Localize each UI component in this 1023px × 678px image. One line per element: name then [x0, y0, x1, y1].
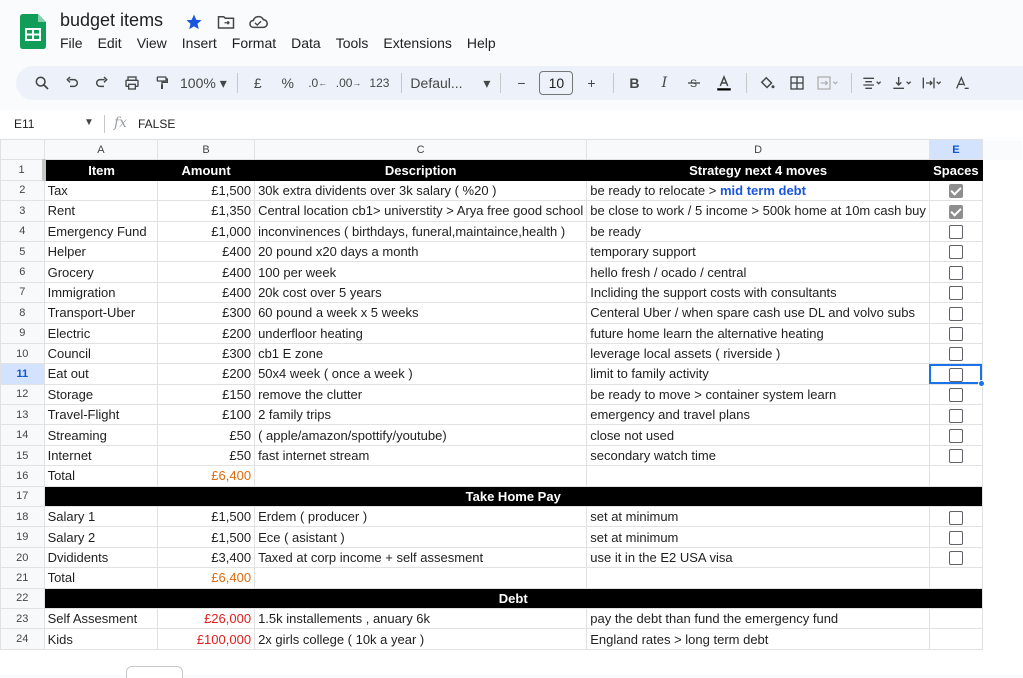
bold-button[interactable]: B [629, 75, 640, 91]
cell-description[interactable]: Erdem ( producer ) [255, 507, 587, 527]
horizontal-align-icon[interactable] [860, 70, 884, 96]
cell-amount[interactable]: £100,000 [158, 629, 255, 649]
cell-amount[interactable]: £200 [158, 364, 255, 384]
column-header-b[interactable]: B [158, 140, 255, 160]
cell-spaces[interactable] [929, 466, 982, 486]
cell-spaces[interactable] [929, 262, 982, 282]
row-header[interactable]: 21 [1, 568, 45, 588]
cell-strategy[interactable]: set at minimum [587, 527, 930, 547]
cell-amount[interactable]: £1,350 [158, 201, 255, 221]
sheet-tab-edge[interactable] [126, 666, 183, 678]
empty-cell [982, 588, 1022, 608]
row-header[interactable]: 7 [1, 282, 45, 302]
cell-spaces[interactable] [929, 201, 982, 221]
empty-cell [982, 527, 1022, 547]
toolbar-divider [500, 73, 501, 93]
total-label[interactable]: Total [44, 466, 158, 486]
header-strategy[interactable]: Strategy next 4 moves [587, 160, 930, 180]
increase-decimal-button[interactable]: .00 → [335, 76, 362, 90]
cell-amount[interactable]: £3,400 [158, 547, 255, 567]
formula-divider [104, 115, 105, 133]
empty-cell [982, 262, 1022, 282]
cell-item[interactable]: Travel-Flight [44, 405, 158, 425]
increase-font-size-button[interactable]: + [587, 75, 596, 91]
redo-icon[interactable] [90, 70, 114, 96]
cell-description[interactable]: 60 pound a week x 5 weeks [255, 303, 587, 323]
move-folder-icon[interactable] [215, 12, 237, 32]
total-row [1, 466, 1023, 486]
cell-description[interactable]: remove the clutter [255, 384, 587, 404]
font-family-select[interactable] [410, 70, 490, 96]
cell-amount[interactable]: £50 [158, 425, 255, 445]
empty-cell [982, 507, 1022, 527]
cell-description[interactable]: 30k extra dividents over 3k salary ( %20 ) [255, 180, 587, 200]
cell-item[interactable]: Kids [44, 629, 158, 649]
cell-spaces[interactable] [929, 323, 982, 343]
cell-amount[interactable]: £100 [158, 405, 255, 425]
cell-spaces[interactable] [929, 507, 982, 527]
spreadsheet-table [0, 139, 1023, 650]
cell-description[interactable]: 2 family trips [255, 405, 587, 425]
checkbox[interactable] [949, 511, 963, 525]
empty-cell [982, 241, 1022, 261]
table-row [1, 507, 1023, 527]
cell-description[interactable]: underfloor heating [255, 323, 587, 343]
toolbar-divider [401, 73, 402, 93]
empty-cell [982, 201, 1022, 221]
section-title[interactable]: Debt [44, 588, 982, 608]
row-header[interactable]: 17 [1, 486, 45, 506]
row-header[interactable]: 19 [1, 527, 45, 547]
svg-text:S: S [690, 78, 698, 90]
row-header[interactable]: 8 [1, 303, 45, 323]
table-row [1, 241, 1023, 261]
empty-cell [982, 405, 1022, 425]
cell-description[interactable]: Taxed at corp income + self assesment [255, 547, 587, 567]
cell-strategy[interactable] [587, 466, 930, 486]
select-all-corner[interactable] [1, 140, 45, 160]
total-row [1, 568, 1023, 588]
empty-cell [982, 445, 1022, 465]
cloud-status-icon[interactable] [247, 12, 269, 32]
cell-strategy[interactable]: secondary watch time [587, 445, 930, 465]
cell-description[interactable]: ( apple/amazon/spottify/youtube) [255, 425, 587, 445]
row-header[interactable]: 18 [1, 507, 45, 527]
cell-item[interactable]: Immigration [44, 282, 158, 302]
cell-spaces[interactable] [929, 425, 982, 445]
header-spaces[interactable]: Spaces [929, 160, 982, 180]
decrease-decimal-label: .0 [308, 76, 319, 90]
cell-description[interactable]: 20k cost over 5 years [255, 282, 587, 302]
vertical-align-icon[interactable] [890, 70, 914, 96]
row-header[interactable]: 3 [1, 201, 45, 221]
cell-description[interactable] [255, 466, 587, 486]
cell-strategy[interactable]: set at minimum [587, 507, 930, 527]
header-item[interactable]: Item [44, 160, 158, 180]
cell-item[interactable]: Storage [44, 384, 158, 404]
table-row [1, 608, 1023, 628]
sheet-grid [0, 139, 1023, 675]
cell-strategy[interactable]: England rates > long term debt [587, 629, 930, 649]
sheets-logo-icon[interactable] [20, 14, 46, 49]
cell-spaces[interactable] [929, 629, 982, 649]
checkbox[interactable] [949, 184, 963, 198]
cell-item[interactable]: Streaming [44, 425, 158, 445]
merge-cells-icon[interactable] [815, 70, 841, 96]
cell-strategy[interactable] [587, 180, 930, 200]
cell-description[interactable]: 1.5k installements , anuary 6k [255, 608, 587, 628]
cell-spaces[interactable] [929, 180, 982, 200]
cell-item[interactable]: Salary 2 [44, 527, 158, 547]
menu-edit[interactable]: Edit [97, 35, 122, 51]
zoom-select[interactable] [180, 70, 227, 96]
row-header[interactable]: 11 [1, 364, 45, 384]
cell-strategy[interactable] [587, 568, 930, 588]
empty-cell [982, 303, 1022, 323]
italic-button[interactable]: I [661, 75, 668, 91]
undo-icon[interactable] [60, 70, 84, 96]
cell-spaces[interactable] [929, 364, 982, 384]
checkbox[interactable] [949, 551, 963, 565]
row-header[interactable]: 14 [1, 425, 45, 445]
toolbar-divider [851, 73, 852, 93]
text-color-icon[interactable] [712, 70, 736, 96]
header-amount[interactable]: Amount [158, 160, 255, 180]
row-header[interactable]: 20 [1, 547, 45, 567]
cell-strategy[interactable]: Centeral Uber / when spare cash use DL and volvo subs [587, 303, 930, 323]
cell-strategy[interactable]: limit to family activity [587, 364, 930, 384]
table-row [1, 527, 1023, 547]
row-header[interactable]: 23 [1, 608, 45, 628]
cell-item[interactable]: Grocery [44, 262, 158, 282]
checkbox[interactable] [949, 347, 963, 361]
chevron-down-icon[interactable]: ▼ [84, 117, 94, 128]
empty-cell [982, 343, 1022, 363]
row-header[interactable]: 22 [1, 588, 45, 608]
cell-amount[interactable]: £150 [158, 384, 255, 404]
total-amount[interactable]: £6,400 [158, 568, 255, 588]
empty-cell [982, 568, 1022, 588]
cell-strategy[interactable]: future home learn the alternative heating [587, 323, 930, 343]
zoom-value: 100% [180, 75, 216, 91]
checkbox[interactable] [949, 368, 963, 382]
cell-amount[interactable]: £400 [158, 282, 255, 302]
cell-strategy[interactable]: leverage local assets ( riverside ) [587, 343, 930, 363]
title-bar [0, 0, 1023, 62]
cell-strategy[interactable]: use it in the E2 USA visa [587, 547, 930, 567]
cell-item[interactable]: Emergency Fund [44, 221, 158, 241]
function-icon: fx [114, 115, 128, 131]
cell-item[interactable]: Eat out [44, 364, 158, 384]
search-menus-icon[interactable] [30, 70, 54, 96]
cell-amount[interactable]: £1,500 [158, 180, 255, 200]
column-header-a[interactable]: A [44, 140, 158, 160]
formula-input[interactable]: FALSE [138, 117, 176, 131]
cell-description[interactable]: 100 per week [255, 262, 587, 282]
row-header[interactable]: 4 [1, 221, 45, 241]
decrease-decimal-button[interactable]: .0 ← [308, 76, 328, 90]
table-row [1, 445, 1023, 465]
decrease-font-size-button[interactable]: − [517, 75, 526, 91]
checkbox[interactable] [949, 245, 963, 259]
row-header[interactable]: 24 [1, 629, 45, 649]
table-row [1, 364, 1023, 384]
cell-spaces[interactable] [929, 221, 982, 241]
empty-cell [982, 282, 1022, 302]
checkbox[interactable] [949, 307, 963, 321]
toolbar-divider [613, 73, 614, 93]
table-row [1, 221, 1023, 241]
row-header[interactable]: 2 [1, 180, 45, 200]
checkbox[interactable] [949, 266, 963, 280]
cell-spaces[interactable] [929, 527, 982, 547]
cell-description[interactable]: 2x girls college ( 10k a year ) [255, 629, 587, 649]
empty-cell [982, 384, 1022, 404]
table-row [1, 262, 1023, 282]
row-header[interactable]: 15 [1, 445, 45, 465]
menu-data[interactable]: Data [291, 35, 321, 51]
cell-spaces[interactable] [929, 547, 982, 567]
cell-spaces[interactable] [929, 445, 982, 465]
total-amount[interactable]: £6,400 [158, 466, 255, 486]
table-row [1, 629, 1023, 649]
cell-item[interactable]: Transport-Uber [44, 303, 158, 323]
font-family-value: Defaul... [410, 75, 463, 91]
cell-spaces[interactable] [929, 405, 982, 425]
print-icon[interactable] [120, 70, 144, 96]
strikethrough-icon[interactable] [682, 70, 706, 96]
checkbox[interactable] [949, 205, 963, 219]
table-row [1, 201, 1023, 221]
empty-cell [982, 629, 1022, 649]
cell-strategy[interactable]: pay the debt than fund the emergency fund [587, 608, 930, 628]
cell-description[interactable]: 50x4 week ( once a week ) [255, 364, 587, 384]
cell-description[interactable]: Ece ( asistant ) [255, 527, 587, 547]
table-row [1, 547, 1023, 567]
menu-bar [60, 35, 511, 51]
row-header[interactable]: 9 [1, 323, 45, 343]
cell-item[interactable]: Self Assesment [44, 608, 158, 628]
cell-amount[interactable]: £200 [158, 323, 255, 343]
toolbar [16, 66, 1023, 100]
increase-decimal-label: .00 [335, 76, 353, 90]
cell-spaces[interactable] [929, 282, 982, 302]
cell-item[interactable]: Tax [44, 180, 158, 200]
cell-spaces[interactable] [929, 608, 982, 628]
cell-amount[interactable]: £1,500 [158, 527, 255, 547]
menu-file[interactable]: File [60, 35, 83, 51]
column-header-d[interactable]: D [587, 140, 930, 160]
fill-color-icon[interactable] [755, 70, 779, 96]
empty-cell [982, 486, 1022, 506]
empty-cell [982, 160, 1022, 180]
cell-description[interactable] [255, 568, 587, 588]
row-header[interactable]: 5 [1, 241, 45, 261]
row-header[interactable]: 10 [1, 343, 45, 363]
table-row [1, 303, 1023, 323]
chevron-down-icon: ▾ [219, 74, 227, 91]
empty-cell [982, 364, 1022, 384]
cell-spaces[interactable] [929, 343, 982, 363]
table-row [1, 384, 1023, 404]
empty-cell [982, 221, 1022, 241]
cell-item[interactable]: Rent [44, 201, 158, 221]
cell-amount[interactable]: £26,000 [158, 608, 255, 628]
cell-item[interactable]: Salary 1 [44, 507, 158, 527]
document-title[interactable]: budget items [60, 10, 164, 30]
checkbox[interactable] [949, 225, 963, 239]
cell-description[interactable]: Central location cb1> universtity > Arya free good school [255, 201, 587, 221]
table-row [1, 180, 1023, 200]
cell-amount[interactable]: £50 [158, 445, 255, 465]
checkbox[interactable] [949, 409, 963, 423]
cell-item[interactable]: Internet [44, 445, 158, 465]
cell-spaces[interactable] [929, 384, 982, 404]
cell-strategy[interactable]: temporary support [587, 241, 930, 261]
cell-strategy[interactable]: be close to work / 5 income > 500k home at 10m cash buy [587, 201, 930, 221]
empty-cell [982, 547, 1022, 567]
strategy-text: be ready to relocate > [590, 182, 720, 198]
font-size-input[interactable]: 10 [539, 71, 573, 95]
checkbox[interactable] [949, 388, 963, 402]
menu-tools[interactable]: Tools [335, 35, 369, 51]
menu-insert[interactable]: Insert [181, 35, 217, 51]
menu-view[interactable]: View [136, 35, 167, 51]
column-header-c[interactable]: C [255, 140, 587, 160]
checkbox[interactable] [949, 429, 963, 443]
empty-cell [982, 425, 1022, 445]
empty-cell [982, 608, 1022, 628]
cell-strategy[interactable]: close not used [587, 425, 930, 445]
table-row [1, 405, 1023, 425]
row-header[interactable]: 12 [1, 384, 45, 404]
row-header[interactable]: 16 [1, 466, 45, 486]
menu-format[interactable]: Format [231, 35, 277, 51]
cell-strategy[interactable]: be ready [587, 221, 930, 241]
cell-description[interactable]: cb1 E zone [255, 343, 587, 363]
checkbox[interactable] [949, 327, 963, 341]
cell-description[interactable]: 20 pound x20 days a month [255, 241, 587, 261]
name-box[interactable]: E11 [14, 117, 35, 131]
cell-amount[interactable]: £1,000 [158, 221, 255, 241]
cell-description[interactable]: inconvinences ( birthdays, funeral,maintaince,health ) [255, 221, 587, 241]
cell-strategy[interactable]: hello fresh / ocado / central [587, 262, 930, 282]
header-description[interactable]: Description [255, 160, 587, 180]
cell-spaces[interactable] [929, 568, 982, 588]
format-currency-button[interactable]: £ [253, 75, 262, 91]
section-row [1, 588, 1023, 608]
table-row [1, 323, 1023, 343]
section-title[interactable]: Take Home Pay [44, 486, 982, 506]
cell-item[interactable]: Council [44, 343, 158, 363]
paint-format-icon[interactable] [150, 70, 174, 96]
cell-item[interactable]: Electric [44, 323, 158, 343]
cell-amount[interactable]: £400 [158, 262, 255, 282]
format-percent-button[interactable]: % [281, 75, 294, 91]
text-rotation-icon[interactable] [950, 70, 974, 96]
toolbar-divider [237, 73, 238, 93]
cell-strategy[interactable]: be ready to move > container system learn [587, 384, 930, 404]
empty-cell [982, 323, 1022, 343]
row-header[interactable]: 1 [1, 160, 45, 180]
checkbox[interactable] [949, 449, 963, 463]
cell-item[interactable]: Dvididents [44, 547, 158, 567]
empty-cell [982, 466, 1022, 486]
cell-amount[interactable]: £300 [158, 343, 255, 363]
cell-amount[interactable]: £400 [158, 241, 255, 261]
row-header[interactable]: 13 [1, 405, 45, 425]
formula-bar [0, 110, 1023, 138]
star-icon[interactable] [183, 12, 205, 32]
more-formats-button[interactable]: 123 [369, 76, 390, 90]
text-wrapping-icon[interactable] [920, 70, 944, 96]
section-row [1, 486, 1023, 506]
table-row [1, 425, 1023, 445]
empty-cell [982, 180, 1022, 200]
checkbox[interactable] [949, 531, 963, 545]
cell-spaces[interactable] [929, 303, 982, 323]
total-label[interactable]: Total [44, 568, 158, 588]
cell-item[interactable]: Helper [44, 241, 158, 261]
column-header-blank [982, 140, 1022, 160]
strategy-highlight: mid term debt [719, 182, 806, 198]
menu-extensions[interactable]: Extensions [383, 35, 452, 51]
cell-amount[interactable]: £300 [158, 303, 255, 323]
menu-help[interactable]: Help [466, 35, 496, 51]
cell-strategy[interactable]: Incliding the support costs with consultants [587, 282, 930, 302]
borders-icon[interactable] [785, 70, 809, 96]
cell-description[interactable]: fast internet stream [255, 445, 587, 465]
cell-amount[interactable]: £1,500 [158, 507, 255, 527]
cell-strategy[interactable]: emergency and travel plans [587, 405, 930, 425]
checkbox[interactable] [949, 286, 963, 300]
table-row [1, 343, 1023, 363]
column-header-e[interactable]: E [929, 140, 982, 160]
cell-spaces[interactable] [929, 241, 982, 261]
row-header[interactable]: 6 [1, 262, 45, 282]
table-row [1, 282, 1023, 302]
chevron-down-icon: ▾ [479, 74, 491, 91]
toolbar-divider [746, 73, 747, 93]
